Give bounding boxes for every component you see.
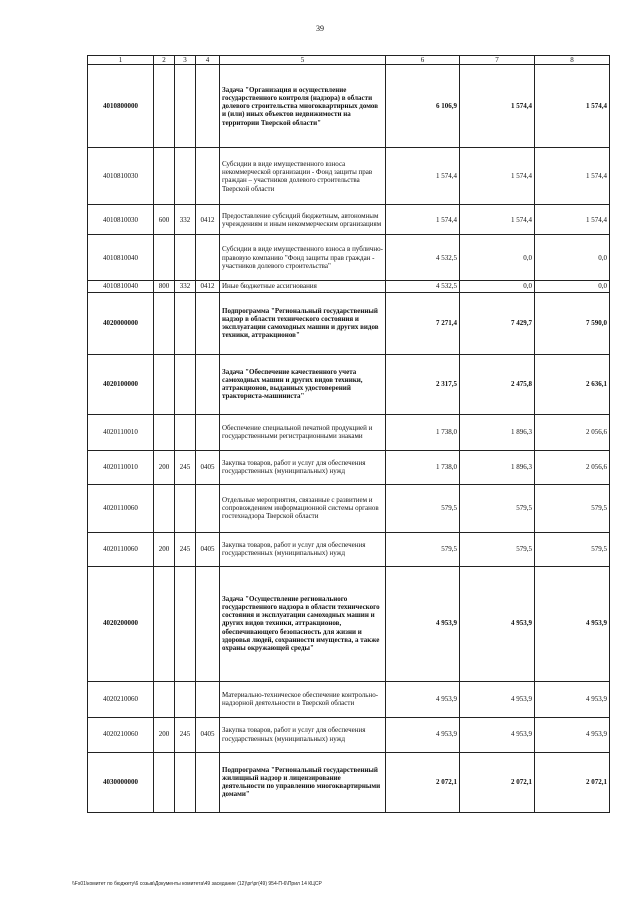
table-row [88, 450, 610, 484]
budget-table [87, 55, 610, 813]
cell-section-code: 0405 [196, 450, 220, 484]
cell-value-year1: 579,5 [386, 532, 460, 566]
cell-kosgu-code [175, 292, 196, 354]
cell-section-code: 0405 [196, 717, 220, 752]
cell-kosgu-code: 332 [175, 281, 196, 292]
cell-value-year1: 2 317,5 [386, 354, 460, 414]
cell-value-year3: 1 574,4 [535, 65, 610, 148]
cell-section-code [196, 752, 220, 812]
table-row [88, 281, 610, 292]
cell-name: Задача "Обеспечение качественного учета самоходных машин и других видов техники, аттракционов, выданных удостоверений тракториста-машиниста" [220, 354, 386, 414]
cell-section-code [196, 235, 220, 281]
cell-value-year1: 579,5 [386, 484, 460, 532]
cell-value-year1: 1 574,4 [386, 205, 460, 235]
cell-value-year1: 1 738,0 [386, 414, 460, 450]
cell-name: Задача "Организация и осуществление государственного контроля (надзора) в области долевого строительства многоквартирных домов и (или) иных объектов недвижимости на территории Тверской области" [220, 65, 386, 148]
cell-type-code: 600 [154, 205, 175, 235]
cell-name: Закупка товаров, работ и услуг для обеспечения государственных (муниципальных) нужд [220, 450, 386, 484]
column-header: 2 [154, 56, 175, 65]
cell-code: 4030000000 [88, 752, 154, 812]
table-row [88, 354, 610, 414]
page-number: 39 [316, 24, 324, 33]
cell-kosgu-code: 245 [175, 717, 196, 752]
cell-type-code [154, 566, 175, 681]
column-header: 8 [535, 56, 610, 65]
cell-code: 4020110010 [88, 450, 154, 484]
cell-value-year2: 1 574,4 [460, 205, 535, 235]
cell-value-year2: 2 475,8 [460, 354, 535, 414]
cell-code: 4010810030 [88, 148, 154, 205]
cell-name: Отдельные мероприятия, связанные с развитием и сопровождением информационной системы органов гостехнадзора Тверской области [220, 484, 386, 532]
cell-kosgu-code [175, 752, 196, 812]
cell-type-code [154, 292, 175, 354]
column-header: 7 [460, 56, 535, 65]
cell-value-year1: 7 271,4 [386, 292, 460, 354]
cell-value-year2: 1 896,3 [460, 414, 535, 450]
cell-value-year2: 1 896,3 [460, 450, 535, 484]
cell-value-year2: 0,0 [460, 235, 535, 281]
table-row [88, 681, 610, 717]
cell-value-year3: 0,0 [535, 281, 610, 292]
cell-kosgu-code [175, 414, 196, 450]
cell-name: Закупка товаров, работ и услуг для обеспечения государственных (муниципальных) нужд [220, 717, 386, 752]
column-header: 6 [386, 56, 460, 65]
table-row [88, 532, 610, 566]
cell-section-code [196, 354, 220, 414]
cell-code: 4020100000 [88, 354, 154, 414]
cell-code: 4020110010 [88, 414, 154, 450]
cell-code: 4010810040 [88, 235, 154, 281]
cell-value-year3: 2 056,6 [535, 414, 610, 450]
cell-value-year3: 579,5 [535, 532, 610, 566]
table-row [88, 65, 610, 148]
cell-code: 4020110060 [88, 484, 154, 532]
cell-value-year3: 2 056,6 [535, 450, 610, 484]
cell-kosgu-code: 332 [175, 205, 196, 235]
cell-type-code [154, 65, 175, 148]
cell-value-year3: 2 636,1 [535, 354, 610, 414]
cell-name: Задача "Осуществление регионального государственного надзора в области технического состояния и эксплуатации самоходных машин и других видов техники, аттракционов, обеспечивающего безопасность для жизни и здоровья людей, сохранности имущества, а также охраны окружающей среды" [220, 566, 386, 681]
cell-section-code: 0405 [196, 532, 220, 566]
cell-section-code: 0412 [196, 205, 220, 235]
cell-value-year3: 2 072,1 [535, 752, 610, 812]
cell-code: 4020210060 [88, 717, 154, 752]
cell-value-year3: 1 574,4 [535, 205, 610, 235]
column-header: 1 [88, 56, 154, 65]
cell-name: Субсидии в виде имущественного взноса в публично-правовую компанию "Фонд защиты прав граждан - участников долевого строительства" [220, 235, 386, 281]
cell-value-year1: 2 072,1 [386, 752, 460, 812]
table-row [88, 148, 610, 205]
column-header: 3 [175, 56, 196, 65]
cell-name: Иные бюджетные ассигнования [220, 281, 386, 292]
cell-value-year2: 579,5 [460, 484, 535, 532]
cell-section-code [196, 292, 220, 354]
table-row [88, 414, 610, 450]
cell-type-code [154, 148, 175, 205]
cell-type-code [154, 414, 175, 450]
cell-kosgu-code [175, 65, 196, 148]
cell-kosgu-code [175, 235, 196, 281]
cell-value-year1: 4 532,5 [386, 281, 460, 292]
cell-type-code [154, 752, 175, 812]
cell-section-code [196, 148, 220, 205]
cell-value-year2: 1 574,4 [460, 65, 535, 148]
table-body [88, 65, 610, 812]
cell-kosgu-code [175, 148, 196, 205]
cell-value-year1: 4 532,5 [386, 235, 460, 281]
cell-kosgu-code: 245 [175, 532, 196, 566]
cell-section-code [196, 566, 220, 681]
cell-type-code: 800 [154, 281, 175, 292]
cell-kosgu-code [175, 484, 196, 532]
cell-value-year2: 4 953,9 [460, 681, 535, 717]
cell-value-year3: 0,0 [535, 235, 610, 281]
cell-kosgu-code [175, 566, 196, 681]
cell-name: Обеспечение специальной печатной продукцией и государственными регистрационными знаками [220, 414, 386, 450]
column-header: 5 [220, 56, 386, 65]
cell-kosgu-code [175, 681, 196, 717]
cell-value-year2: 0,0 [460, 281, 535, 292]
table-row [88, 205, 610, 235]
cell-value-year3: 4 953,9 [535, 681, 610, 717]
cell-name: Подпрограмма "Региональный государственный жилищный надзор и лицензирование деятельности по управлению многоквартирными домами" [220, 752, 386, 812]
cell-name: Субсидии в виде имущественного взноса некоммерческой организации - Фонд защиты прав граждан – участников долевого строительства Тверской области [220, 148, 386, 205]
cell-type-code: 200 [154, 450, 175, 484]
cell-section-code [196, 681, 220, 717]
cell-code: 4020200000 [88, 566, 154, 681]
table-row [88, 292, 610, 354]
cell-name: Подпрограмма "Региональный государственный надзор в области технического состояния и эксплуатации самоходных машин и других видов техники, аттракционов" [220, 292, 386, 354]
cell-value-year1: 4 953,9 [386, 566, 460, 681]
cell-type-code [154, 354, 175, 414]
cell-code: 4010800000 [88, 65, 154, 148]
cell-type-code [154, 484, 175, 532]
cell-code: 4020000000 [88, 292, 154, 354]
cell-value-year3: 1 574,4 [535, 148, 610, 205]
cell-code: 4010810030 [88, 205, 154, 235]
cell-value-year1: 4 953,9 [386, 681, 460, 717]
cell-value-year2: 1 574,4 [460, 148, 535, 205]
cell-code: 4020210060 [88, 681, 154, 717]
cell-type-code: 200 [154, 717, 175, 752]
table-row [88, 484, 610, 532]
cell-value-year1: 4 953,9 [386, 717, 460, 752]
cell-type-code: 200 [154, 532, 175, 566]
cell-code: 4020110060 [88, 532, 154, 566]
cell-section-code [196, 484, 220, 532]
cell-name: Предоставление субсидий бюджетным, автономным учреждениям и иным некоммерческим организациям [220, 205, 386, 235]
file-path-footer: \\Fs01\комитет по бюджету\6 созыв\Документы комитета\49 заседание (12)\рг\рг(49) 954-П-6\Прил 14 КЦСР [72, 881, 322, 887]
cell-section-code [196, 414, 220, 450]
cell-type-code [154, 681, 175, 717]
cell-value-year2: 7 429,7 [460, 292, 535, 354]
cell-kosgu-code: 245 [175, 450, 196, 484]
cell-name: Материально-техническое обеспечение контрольно-надзорной деятельности в Тверской области [220, 681, 386, 717]
cell-value-year1: 1 738,0 [386, 450, 460, 484]
table-row [88, 566, 610, 681]
cell-value-year3: 7 590,0 [535, 292, 610, 354]
cell-value-year2: 579,5 [460, 532, 535, 566]
cell-section-code: 0412 [196, 281, 220, 292]
cell-value-year2: 4 953,9 [460, 566, 535, 681]
cell-value-year2: 2 072,1 [460, 752, 535, 812]
table-row [88, 752, 610, 812]
cell-code: 4010810040 [88, 281, 154, 292]
cell-type-code [154, 235, 175, 281]
cell-value-year1: 1 574,4 [386, 148, 460, 205]
cell-value-year2: 4 953,9 [460, 717, 535, 752]
cell-value-year3: 4 953,9 [535, 566, 610, 681]
cell-value-year3: 579,5 [535, 484, 610, 532]
column-header: 4 [196, 56, 220, 65]
cell-value-year1: 6 106,9 [386, 65, 460, 148]
table-row [88, 717, 610, 752]
cell-name: Закупка товаров, работ и услуг для обеспечения государственных (муниципальных) нужд [220, 532, 386, 566]
header-row [88, 56, 610, 65]
cell-section-code [196, 65, 220, 148]
table-row [88, 235, 610, 281]
cell-kosgu-code [175, 354, 196, 414]
cell-value-year3: 4 953,9 [535, 717, 610, 752]
